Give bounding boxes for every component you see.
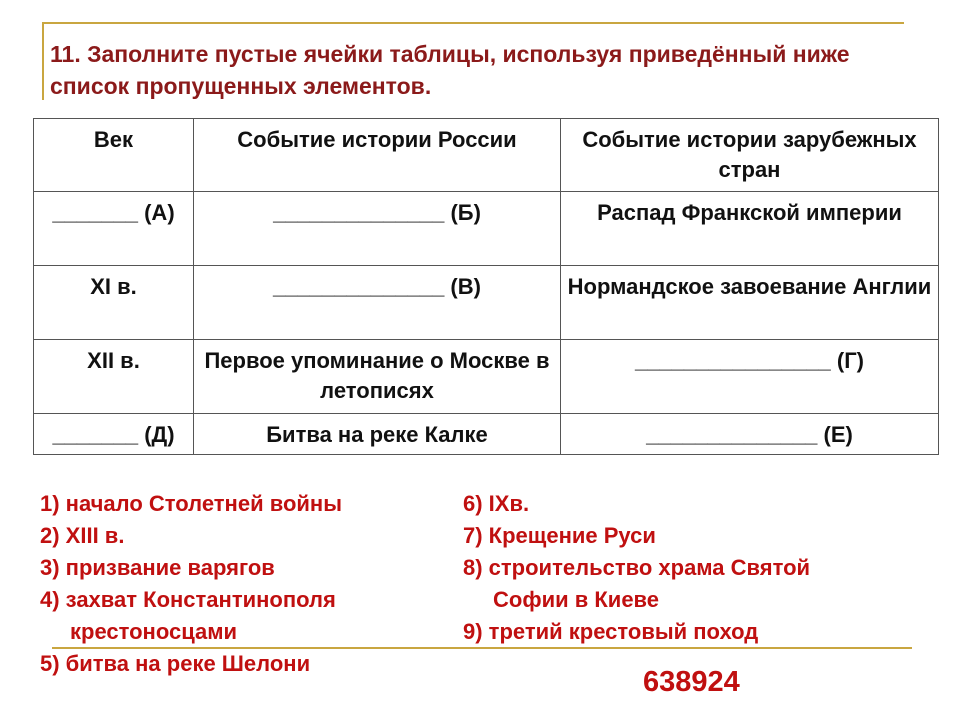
table-cell: ________________ (Г) — [561, 340, 939, 414]
left-frame-line — [42, 22, 44, 100]
header-cell-foreign-event: Событие истории зарубежных стран — [561, 119, 939, 192]
table-cell: ______________ (В) — [194, 266, 561, 340]
table-cell: ______________ (Б) — [194, 192, 561, 266]
header-cell-century: Век — [34, 119, 194, 192]
table-row — [34, 192, 939, 266]
table-cell: _______ (А) — [34, 192, 194, 266]
table-cell: Битва на реке Калке — [194, 414, 561, 455]
table-cell: ______________ (Е) — [561, 414, 939, 455]
table-cell: _______ (Д) — [34, 414, 194, 455]
table-row — [34, 414, 939, 455]
list-item: 1) начало Столетней войны — [40, 491, 342, 516]
options-list-right — [463, 488, 810, 648]
list-item-continuation: крестоносцами — [70, 619, 238, 644]
table-row — [34, 266, 939, 340]
list-item: 7) Крещение Руси — [463, 523, 656, 548]
table-row — [34, 340, 939, 414]
table-cell: XI в. — [34, 266, 194, 340]
table-header-row — [34, 119, 939, 192]
table-cell: Первое упоминание о Москве в летописях — [194, 340, 561, 414]
header-cell-russia-event: Событие истории России — [194, 119, 561, 192]
table-cell: Нормандское завоевание Англии — [561, 266, 939, 340]
list-item: 5) битва на реке Шелони — [40, 651, 311, 676]
list-item: 2) XIII в. — [40, 523, 125, 548]
table-cell: XII в. — [34, 340, 194, 414]
answer-table — [33, 118, 939, 455]
list-item: 3) призвание варягов — [40, 555, 275, 580]
list-item: 8) строительство храма Святой — [463, 555, 811, 580]
answer-code: 638924 — [643, 666, 740, 698]
list-item: 4) захват Константинополя — [40, 587, 336, 612]
task-title: 11. Заполните пустые ячейки таблицы, используя приведённый ниже список пропущенных элементов. — [50, 41, 850, 99]
options-list-left — [40, 488, 342, 680]
top-frame-line — [42, 22, 904, 24]
list-item: 9) третий крестовый поход — [463, 619, 759, 644]
list-item: 6) IXв. — [463, 491, 530, 516]
table-cell: Распад Франкской империи — [561, 192, 939, 266]
list-item-continuation: Софии в Киеве — [493, 587, 660, 612]
